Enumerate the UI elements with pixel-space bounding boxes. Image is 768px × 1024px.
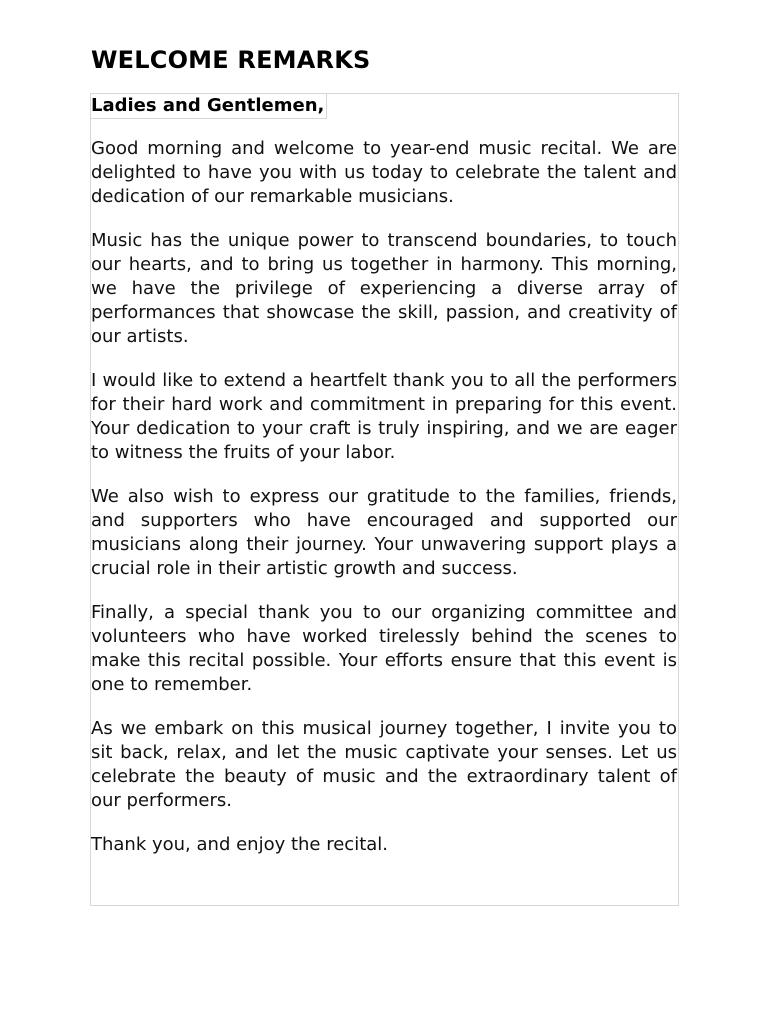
- paragraph-invitation: As we embark on this musical journey together, I invite you to sit back, relax, and let the music captivate your senses. Let us celebrate the beauty of music and the extraordinary talent of our performers.: [91, 718, 677, 811]
- paragraph-thank-families: We also wish to express our gratitude to the families, friends, and supporters who have encouraged and supported our musicians along their journey. Your unwavering support plays a crucial role in their artistic growth and success.: [91, 486, 677, 579]
- document-title: WELCOME REMARKS: [91, 46, 371, 74]
- paragraph-thank-committee: Finally, a special thank you to our organizing committee and volunteers who have worked tirelessly behind the scenes to make this recital possible. Your efforts ensure that this event is one to remember.: [91, 602, 677, 695]
- paragraph-closing: Thank you, and enjoy the recital.: [91, 834, 389, 855]
- paragraph-welcome: Good morning and welcome to year-end music recital. We are delighted to have you with us today to celebrate the talent and dedication of our remarkable musicians.: [91, 138, 677, 207]
- paragraph-thank-performers: I would like to extend a heartfelt thank you to all the performers for their hard work and commitment in preparing for this event. Your dedication to your craft is truly inspiring, and we are eager to witness the fruits of your labor.: [91, 370, 677, 463]
- text-frame: [90, 93, 679, 906]
- salutation: Ladies and Gentlemen,: [91, 94, 327, 119]
- paragraph-music-power: Music has the unique power to transcend boundaries, to touch our hearts, and to bring us together in harmony. This morning, we have the privilege of experiencing a diverse array of performances that showcase the skill, passion, and creativity of our artists.: [91, 230, 677, 347]
- body-text: [91, 137, 677, 857]
